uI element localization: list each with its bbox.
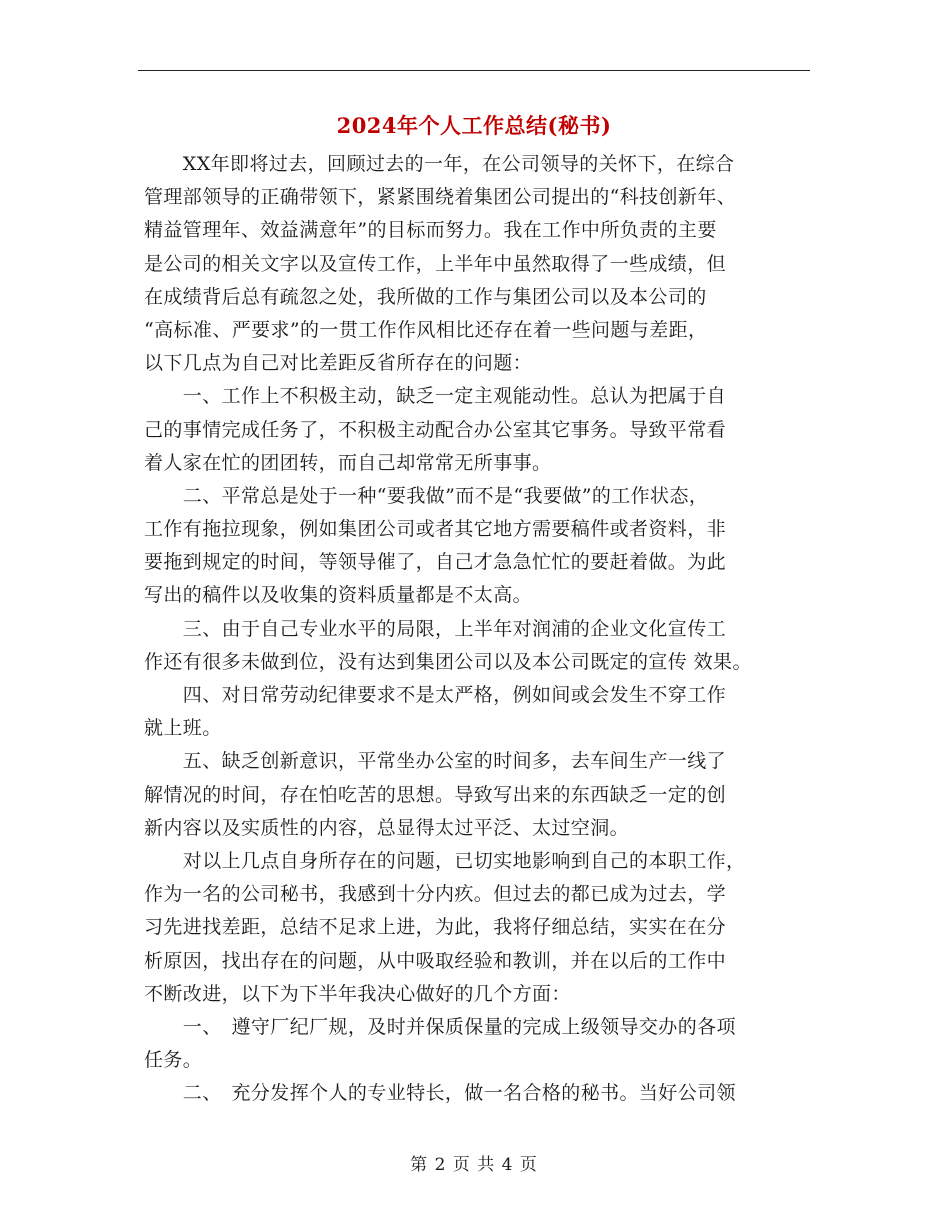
document-title: 2024年个人工作总结(秘书)	[336, 113, 612, 138]
body-line: 在成绩背后总有疏忽之处，我所做的工作与集团公司以及本公司的	[144, 285, 707, 308]
body-line: 要拖到规定的时间，等领导催了，自己才急急忙忙的要赶着做。为此	[144, 551, 727, 574]
body-line: 对以上几点自身所存在的问题，已切实地影响到自己的本职工作，	[144, 849, 746, 872]
body-line: 二、平常总是处于一种“要我做”而不是“我要做”的工作状态，	[144, 484, 709, 507]
body-line: 四、对日常劳动纪律要求不是太严格，例如间或会发生不穿工作	[144, 684, 727, 706]
body-line: 任务。	[144, 1049, 203, 1072]
body-line: 一、工作上不积极主动，缺乏一定主观能动性。总认为把属于自	[144, 385, 727, 408]
body-line: 作为一名的公司秘书，我感到十分内疚。但过去的都已成为过去，学	[144, 883, 727, 906]
body-line: 析原因，找出存在的问题，从中吸取经验和教训，并在以后的工作中	[144, 949, 727, 972]
body-line: 管理部领导的正确带领下，紧紧围绕着集团公司提出的“科技创新年、	[144, 186, 737, 209]
body-line: 是公司的相关文字以及宣传工作，上半年中虽然取得了一些成绩，但	[144, 252, 727, 275]
body-line: 新内容以及实质性的内容，总显得太过平泛、太过空洞。	[144, 816, 630, 839]
body-line: 写出的稿件以及收集的资料质量都是不太高。	[144, 584, 533, 607]
body-line: 精益管理年、效益满意年”的目标而努力。我在工作中所负责的主要	[144, 219, 717, 242]
page-footer: 第 2 页 共 4 页	[410, 1155, 538, 1175]
body-line: 一、 遵守厂纪厂规，及时并保质保量的完成上级领导交办的各项	[144, 1015, 736, 1038]
body-line: 以下几点为自己对比差距反省所存在的问题：	[144, 352, 533, 375]
body-line: 不断改进，以下为下半年我决心做好的几个方面：	[144, 982, 571, 1005]
body-line: 己的事情完成任务了，不积极主动配合办公室其它事务。导致平常看	[144, 418, 727, 441]
body-line: 解情况的时间，存在怕吃苦的思想。导致写出来的东西缺乏一定的创	[144, 783, 727, 806]
body-line: 习先进找差距，总结不足求上进，为此，我将仔细总结，实实在在分	[144, 916, 727, 939]
body-line: 工作有拖拉现象，例如集团公司或者其它地方需要稿件或者资料，非	[144, 518, 727, 541]
body-line: 作还有很多未做到位，没有达到集团公司以及本公司既定的宣传 效果。	[144, 650, 752, 673]
body-line: 就上班。	[144, 717, 222, 740]
header-rule	[138, 70, 810, 71]
body-line: 五、缺乏创新意识，平常坐办公室的时间多，去车间生产一线了	[144, 750, 727, 773]
body-line: XX年即将过去，回顾过去的一年，在公司领导的关怀下，在综合	[144, 153, 735, 175]
body-line: “高标准、严要求”的一贯工作作风相比还存在着一些问题与差距，	[144, 318, 708, 341]
body-line: 二、 充分发挥个人的专业特长，做一名合格的秘书。当好公司领	[144, 1082, 736, 1105]
body-line: 着人家在忙的团团转，而自己却常常无所事事。	[144, 451, 552, 474]
document-body	[144, 148, 810, 1110]
body-line: 三、由于自己专业水平的局限，上半年对润浦的企业文化宣传工	[144, 617, 727, 640]
